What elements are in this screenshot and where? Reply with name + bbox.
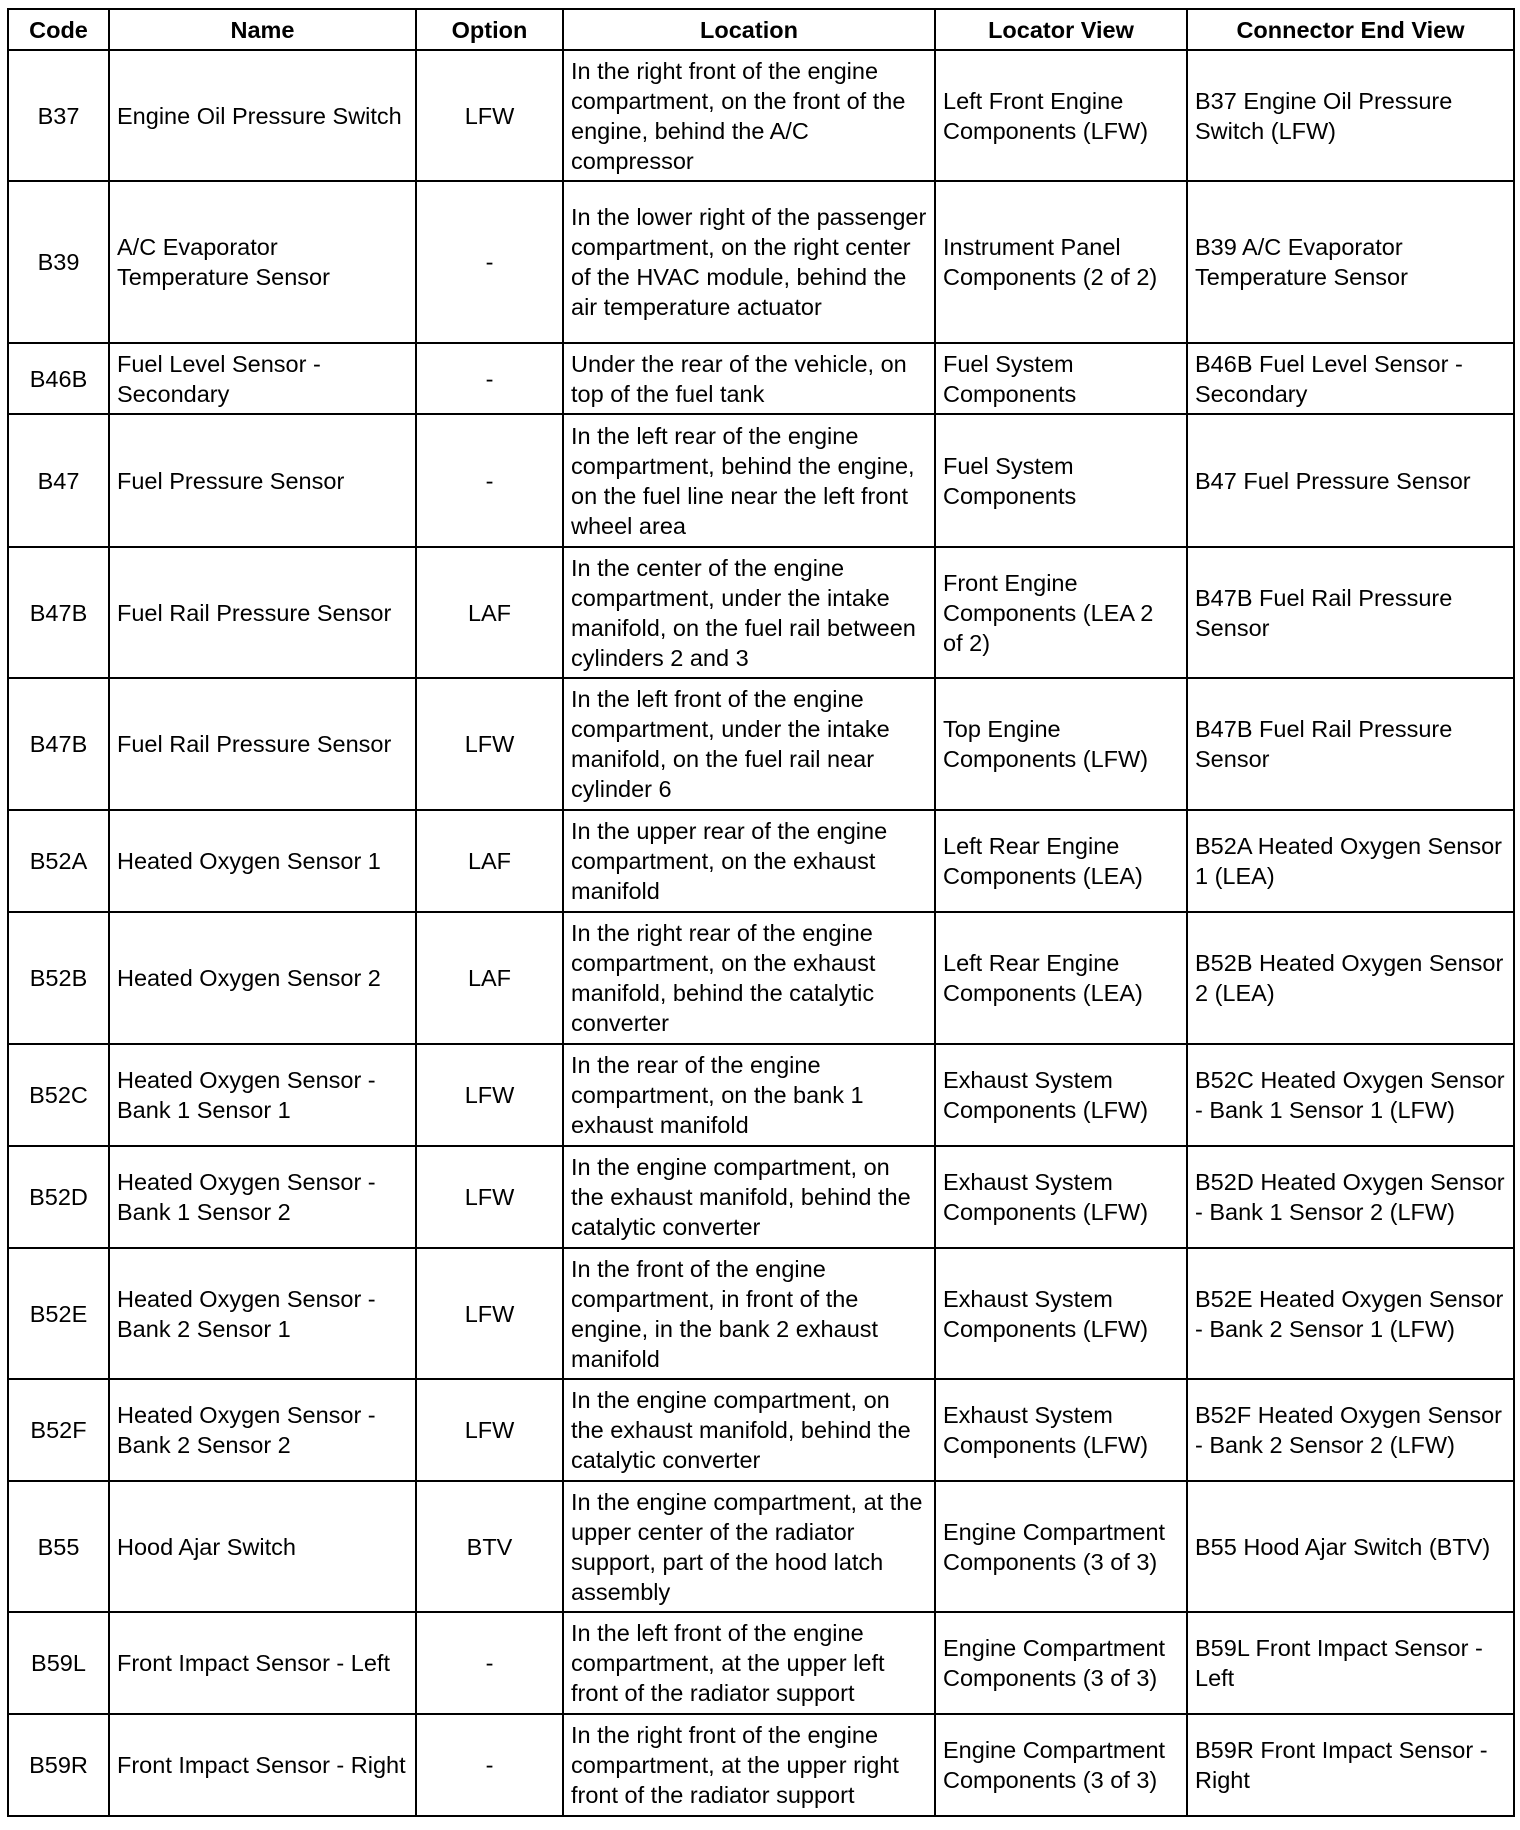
cell-locator-view: Left Rear Engine Components (LEA) [935,810,1187,912]
cell-option: - [416,1714,563,1816]
cell-connector-end-view: B52E Heated Oxygen Sensor - Bank 2 Sensor 1 (LFW) [1187,1248,1514,1379]
cell-option: LAF [416,810,563,912]
cell-option: - [416,414,563,547]
table-row [8,810,1514,912]
cell-name: Fuel Level Sensor - Secondary [109,343,416,414]
cell-connector-end-view: B39 A/C Evaporator Temperature Sensor [1187,181,1514,343]
table-row [8,547,1514,678]
cell-option: LFW [416,1146,563,1248]
cell-name: Hood Ajar Switch [109,1481,416,1612]
cell-locator-view: Engine Compartment Components (3 of 3) [935,1714,1187,1816]
table-row [8,678,1514,810]
cell-name: Heated Oxygen Sensor - Bank 2 Sensor 1 [109,1248,416,1379]
cell-code: B59R [8,1714,109,1816]
cell-location: In the right front of the engine compartment, at the upper right front of the radiator support [563,1714,935,1816]
cell-locator-view: Exhaust System Components (LFW) [935,1379,1187,1481]
cell-connector-end-view: B59R Front Impact Sensor - Right [1187,1714,1514,1816]
cell-name: Fuel Pressure Sensor [109,414,416,547]
cell-location: In the engine compartment, on the exhaust manifold, behind the catalytic converter [563,1146,935,1248]
header-code: Code [8,9,109,50]
header-name: Name [109,9,416,50]
cell-locator-view: Fuel System Components [935,414,1187,547]
table-row [8,50,1514,181]
cell-option: - [416,181,563,343]
cell-location: In the engine compartment, at the upper center of the radiator support, part of the hood latch assembly [563,1481,935,1612]
cell-locator-view: Engine Compartment Components (3 of 3) [935,1481,1187,1612]
cell-code: B47B [8,678,109,810]
table-row [8,181,1514,343]
cell-locator-view: Exhaust System Components (LFW) [935,1248,1187,1379]
cell-location: In the engine compartment, on the exhaust manifold, behind the catalytic converter [563,1379,935,1481]
cell-location: In the rear of the engine compartment, on the bank 1 exhaust manifold [563,1044,935,1146]
cell-location: In the left front of the engine compartment, at the upper left front of the radiator support [563,1612,935,1714]
cell-connector-end-view: B47B Fuel Rail Pressure Sensor [1187,678,1514,810]
cell-option: - [416,1612,563,1714]
table-row [8,1481,1514,1612]
cell-location: Under the rear of the vehicle, on top of the fuel tank [563,343,935,414]
cell-name: Heated Oxygen Sensor 1 [109,810,416,912]
table-row [8,1146,1514,1248]
cell-location: In the right front of the engine compartment, on the front of the engine, behind the A/C compressor [563,50,935,181]
cell-location: In the front of the engine compartment, in front of the engine, in the bank 2 exhaust manifold [563,1248,935,1379]
cell-location: In the upper rear of the engine compartment, on the exhaust manifold [563,810,935,912]
cell-code: B39 [8,181,109,343]
header-option: Option [416,9,563,50]
cell-code: B52E [8,1248,109,1379]
header-row [8,9,1514,50]
cell-connector-end-view: B55 Hood Ajar Switch (BTV) [1187,1481,1514,1612]
cell-option: LFW [416,678,563,810]
cell-code: B52D [8,1146,109,1248]
cell-locator-view: Engine Compartment Components (3 of 3) [935,1612,1187,1714]
cell-name: Fuel Rail Pressure Sensor [109,678,416,810]
header-connector-end-view: Connector End View [1187,9,1514,50]
cell-name: Fuel Rail Pressure Sensor [109,547,416,678]
cell-code: B55 [8,1481,109,1612]
table-row [8,1612,1514,1714]
cell-option: LFW [416,1379,563,1481]
cell-connector-end-view: B52C Heated Oxygen Sensor - Bank 1 Sensor 1 (LFW) [1187,1044,1514,1146]
cell-location: In the right rear of the engine compartment, on the exhaust manifold, behind the catalytic converter [563,912,935,1044]
cell-option: BTV [416,1481,563,1612]
cell-locator-view: Left Front Engine Components (LFW) [935,50,1187,181]
header-locator-view: Locator View [935,9,1187,50]
cell-connector-end-view: B59L Front Impact Sensor - Left [1187,1612,1514,1714]
cell-connector-end-view: B47 Fuel Pressure Sensor [1187,414,1514,547]
cell-locator-view: Front Engine Components (LEA 2 of 2) [935,547,1187,678]
cell-locator-view: Exhaust System Components (LFW) [935,1146,1187,1248]
table-row [8,1379,1514,1481]
cell-connector-end-view: B52A Heated Oxygen Sensor 1 (LEA) [1187,810,1514,912]
cell-option: LFW [416,1248,563,1379]
cell-name: A/C Evaporator Temperature Sensor [109,181,416,343]
cell-name: Heated Oxygen Sensor - Bank 1 Sensor 1 [109,1044,416,1146]
cell-location: In the lower right of the passenger compartment, on the right center of the HVAC module, behind the air temperature actuator [563,181,935,343]
cell-connector-end-view: B47B Fuel Rail Pressure Sensor [1187,547,1514,678]
table-row [8,343,1514,414]
cell-code: B47 [8,414,109,547]
cell-name: Front Impact Sensor - Left [109,1612,416,1714]
cell-location: In the left rear of the engine compartment, behind the engine, on the fuel line near the left front wheel area [563,414,935,547]
cell-code: B52F [8,1379,109,1481]
cell-option: LFW [416,1044,563,1146]
table-row [8,414,1514,547]
cell-option: LAF [416,912,563,1044]
cell-connector-end-view: B37 Engine Oil Pressure Switch (LFW) [1187,50,1514,181]
cell-connector-end-view: B52F Heated Oxygen Sensor - Bank 2 Sensor 2 (LFW) [1187,1379,1514,1481]
cell-location: In the center of the engine compartment, under the intake manifold, on the fuel rail between cylinders 2 and 3 [563,547,935,678]
cell-name: Front Impact Sensor - Right [109,1714,416,1816]
table-row [8,1044,1514,1146]
header-location: Location [563,9,935,50]
cell-locator-view: Top Engine Components (LFW) [935,678,1187,810]
cell-locator-view: Instrument Panel Components (2 of 2) [935,181,1187,343]
cell-location: In the left front of the engine compartment, under the intake manifold, on the fuel rail near cylinder 6 [563,678,935,810]
component-locator-table [7,8,1515,1817]
cell-name: Heated Oxygen Sensor - Bank 1 Sensor 2 [109,1146,416,1248]
cell-connector-end-view: B52D Heated Oxygen Sensor - Bank 1 Sensor 2 (LFW) [1187,1146,1514,1248]
cell-locator-view: Left Rear Engine Components (LEA) [935,912,1187,1044]
cell-name: Heated Oxygen Sensor - Bank 2 Sensor 2 [109,1379,416,1481]
cell-name: Engine Oil Pressure Switch [109,50,416,181]
cell-code: B52A [8,810,109,912]
cell-code: B47B [8,547,109,678]
cell-code: B37 [8,50,109,181]
cell-connector-end-view: B52B Heated Oxygen Sensor 2 (LEA) [1187,912,1514,1044]
cell-code: B59L [8,1612,109,1714]
cell-code: B46B [8,343,109,414]
cell-code: B52B [8,912,109,1044]
cell-locator-view: Fuel System Components [935,343,1187,414]
cell-option: LFW [416,50,563,181]
cell-connector-end-view: B46B Fuel Level Sensor - Secondary [1187,343,1514,414]
cell-code: B52C [8,1044,109,1146]
cell-locator-view: Exhaust System Components (LFW) [935,1044,1187,1146]
table-row [8,1248,1514,1379]
cell-option: - [416,343,563,414]
table-row [8,912,1514,1044]
cell-option: LAF [416,547,563,678]
cell-name: Heated Oxygen Sensor 2 [109,912,416,1044]
table-row [8,1714,1514,1816]
